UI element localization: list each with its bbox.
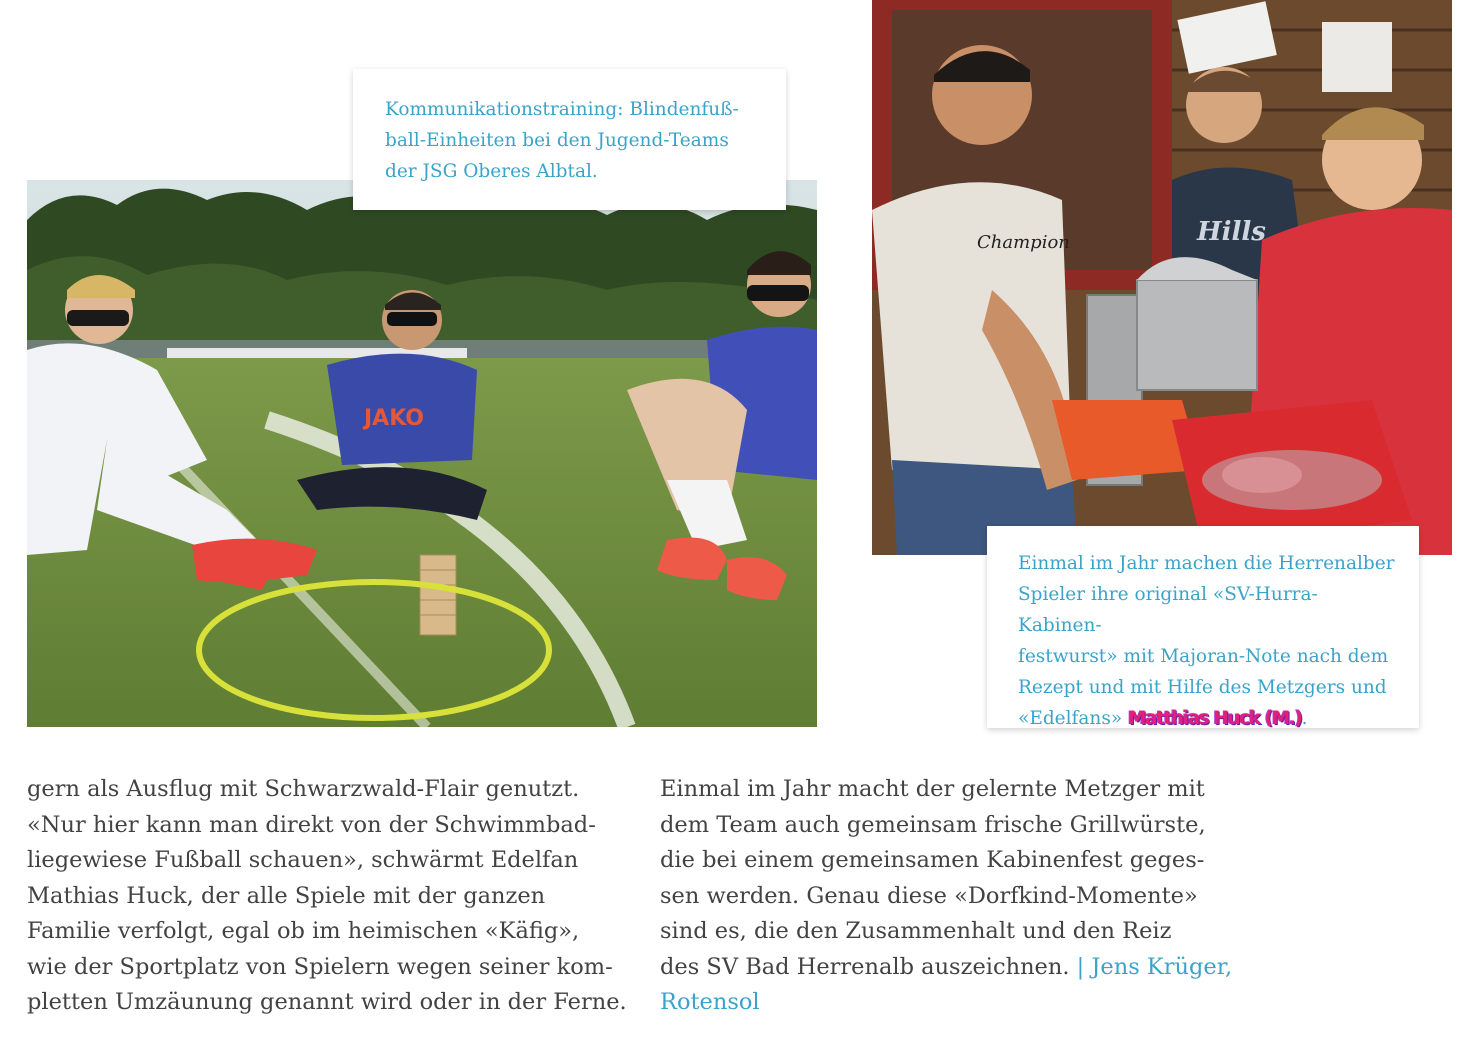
photo-credit: Matthias Huck (M.) [1128, 708, 1302, 729]
caption-right-line-4: Rezept und mit Hilfe des Metzgers und [1018, 677, 1387, 698]
photo-blind-football-image [27, 180, 817, 727]
caption-right-line-5 [1018, 703, 1401, 734]
column-left-line-2: «Nur hier kann man direkt von der Schwimmbad- [27, 811, 596, 838]
column-left-line-5: Familie verfolgt, egal ob im heimischen «Käfig», [27, 918, 580, 944]
caption-right-line-5-text: «Edelfans» [1018, 708, 1129, 729]
caption-left-line-2: ball-Einheiten bei den Jugend-Teams [385, 130, 729, 151]
column-right-line-4: sen werden. Genau diese «Dorfkind-Momente» [660, 882, 1198, 909]
caption-left-line-1: Kommunikationstraining: Blindenfuß- [385, 99, 739, 120]
caption-sausage-making [987, 526, 1419, 728]
hills-shirt-logo: Hills [1197, 217, 1266, 247]
caption-right-line-2: Spieler ihre original «SV-Hurra-Kabinen- [1018, 584, 1318, 636]
column-right-line-6-text: des SV Bad Herrenalb auszeichnen. [660, 953, 1070, 980]
champion-shirt-logo: Champion [977, 232, 1070, 253]
caption-blind-football [353, 69, 786, 210]
caption-left-line-3: der JSG Oberes Albtal. [385, 161, 598, 182]
photo-blind-football [27, 180, 817, 727]
column-left-line-6: wie der Sportplatz von Spielern wegen seiner kom- [27, 953, 613, 980]
caption-right-line-3: festwurst» mit Majoran-Note nach dem [1018, 646, 1389, 667]
caption-right-period: . [1301, 708, 1308, 729]
caption-right-line-1: Einmal im Jahr machen die Herrenalber [1018, 553, 1395, 574]
article-column-left [27, 772, 627, 1021]
article-column-right [660, 772, 1240, 1021]
column-left-line-7: pletten Umzäunung genannt wird oder in der Ferne. [27, 989, 627, 1015]
jako-shirt-logo: JAKO [364, 406, 424, 431]
photo-sausage-making [872, 0, 1452, 555]
author-byline: | Jens Krüger, [1069, 953, 1233, 980]
column-right-line-1: Einmal im Jahr macht der gelernte Metzger mit [660, 776, 1205, 802]
column-left-line-3: liegewiese Fußball schauen», schwärmt Edelfan [27, 847, 579, 873]
column-left-line-4: Mathias Huck, der alle Spiele mit der ganzen [27, 882, 546, 909]
column-right-line-6 [660, 950, 1240, 986]
column-left-line-1: gern als Ausflug mit Schwarzwald-Flair genutzt. [27, 776, 580, 802]
column-right-line-3: die bei einem gemeinsamen Kabinenfest geges- [660, 847, 1205, 873]
author-location: Rotensol [660, 989, 760, 1015]
photo-sausage-making-image [872, 0, 1452, 555]
column-right-line-2: dem Team auch gemeinsam frische Grillwürste, [660, 811, 1206, 838]
column-right-line-5: sind es, die den Zusammenhalt und den Reiz [660, 918, 1172, 944]
